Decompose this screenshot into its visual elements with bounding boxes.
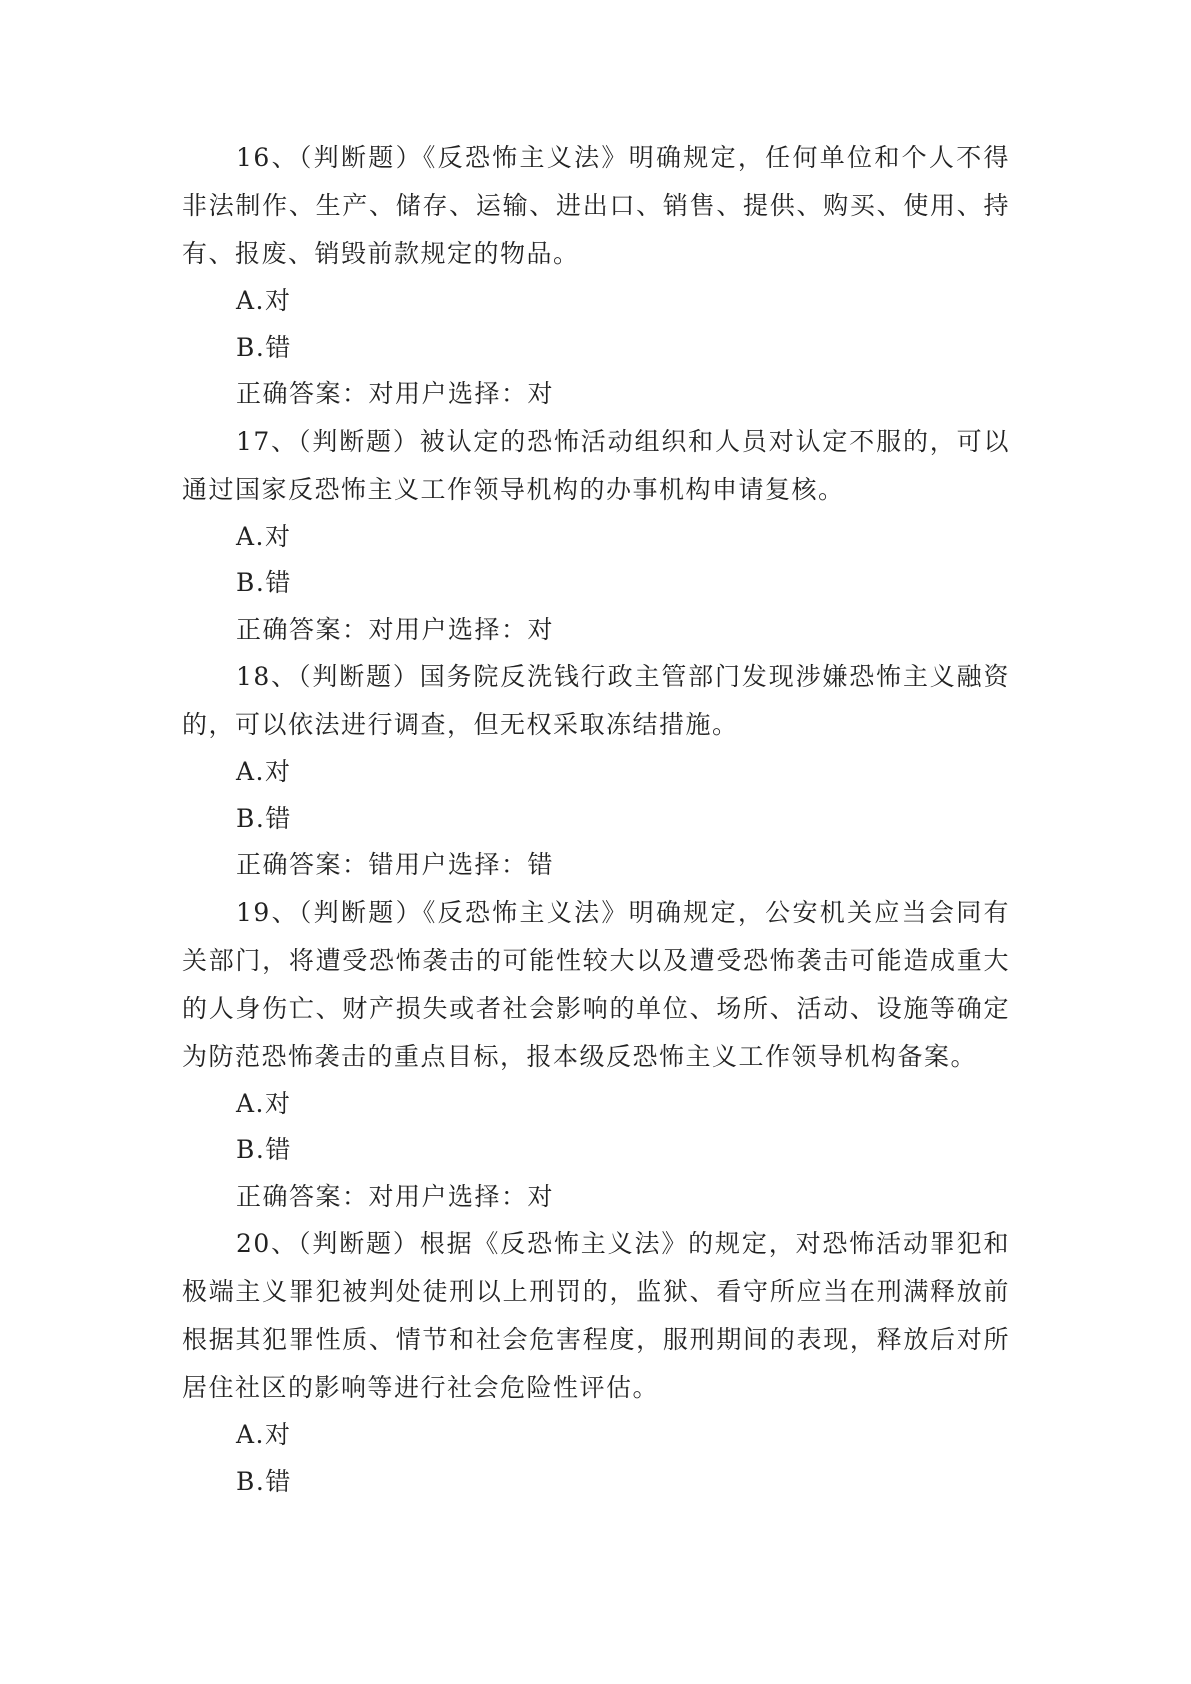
question-text: 16、（判断题）《反恐怖主义法》明确规定，任何单位和个人不得非法制作、生产、储存、运输、进出口、销售、提供、购买、使用、持有、报废、销毁前款规定的物品。: [182, 143, 1010, 268]
option-b: B.错: [236, 803, 292, 833]
option-a: A.对: [236, 1088, 292, 1118]
option-b: B.错: [236, 1135, 292, 1164]
question-list: [182, 134, 1010, 1505]
answer-line: 正确答案：对用户选择：对: [236, 1181, 555, 1211]
question-text: 17、（判断题）被认定的恐怖活动组织和人员对认定不服的，可以通过国家反恐怖主义工作领导机构的办事机构申请复核。: [182, 426, 1010, 504]
question-17: [182, 418, 1010, 654]
answer-line: 正确答案：对用户选择：对: [236, 379, 555, 408]
option-a: A.对: [236, 1420, 292, 1449]
question-16: [182, 134, 1010, 418]
option-b: B.错: [236, 568, 292, 597]
question-19: [182, 889, 1010, 1221]
option-a: A.对: [236, 757, 292, 786]
option-b: B.错: [236, 1466, 292, 1496]
question-20: [182, 1220, 1010, 1505]
answer-line: 正确答案：错用户选择：错: [236, 850, 555, 879]
option-a: A.对: [236, 521, 292, 551]
question-text: 19、（判断题）《反恐怖主义法》明确规定，公安机关应当会同有关部门，将遭受恐怖袭击的可能性较大以及遭受恐怖袭击可能造成重大的人身伤亡、财产损失或者社会影响的单位、场所、活动、设施等确定为防范恐怖袭击的重点目标，报本级反恐怖主义工作领导机构备案。: [182, 897, 1010, 1071]
option-a: A.对: [236, 286, 292, 315]
question-text: 20、（判断题）根据《反恐怖主义法》的规定，对恐怖活动罪犯和极端主义罪犯被判处徒刑以上刑罚的，监狱、看守所应当在刑满释放前根据其犯罪性质、情节和社会危害程度，服刑期间的表现，释放后对所居住社区的影响等进行社会危险性评估。: [182, 1229, 1010, 1402]
answer-line: 正确答案：对用户选择：对: [236, 614, 555, 644]
option-b: B.错: [236, 332, 292, 362]
question-text: 18、（判断题）国务院反洗钱行政主管部门发现涉嫌恐怖主义融资的，可以依法进行调查，但无权采取冻结措施。: [182, 662, 1010, 739]
question-18: [182, 653, 1010, 889]
